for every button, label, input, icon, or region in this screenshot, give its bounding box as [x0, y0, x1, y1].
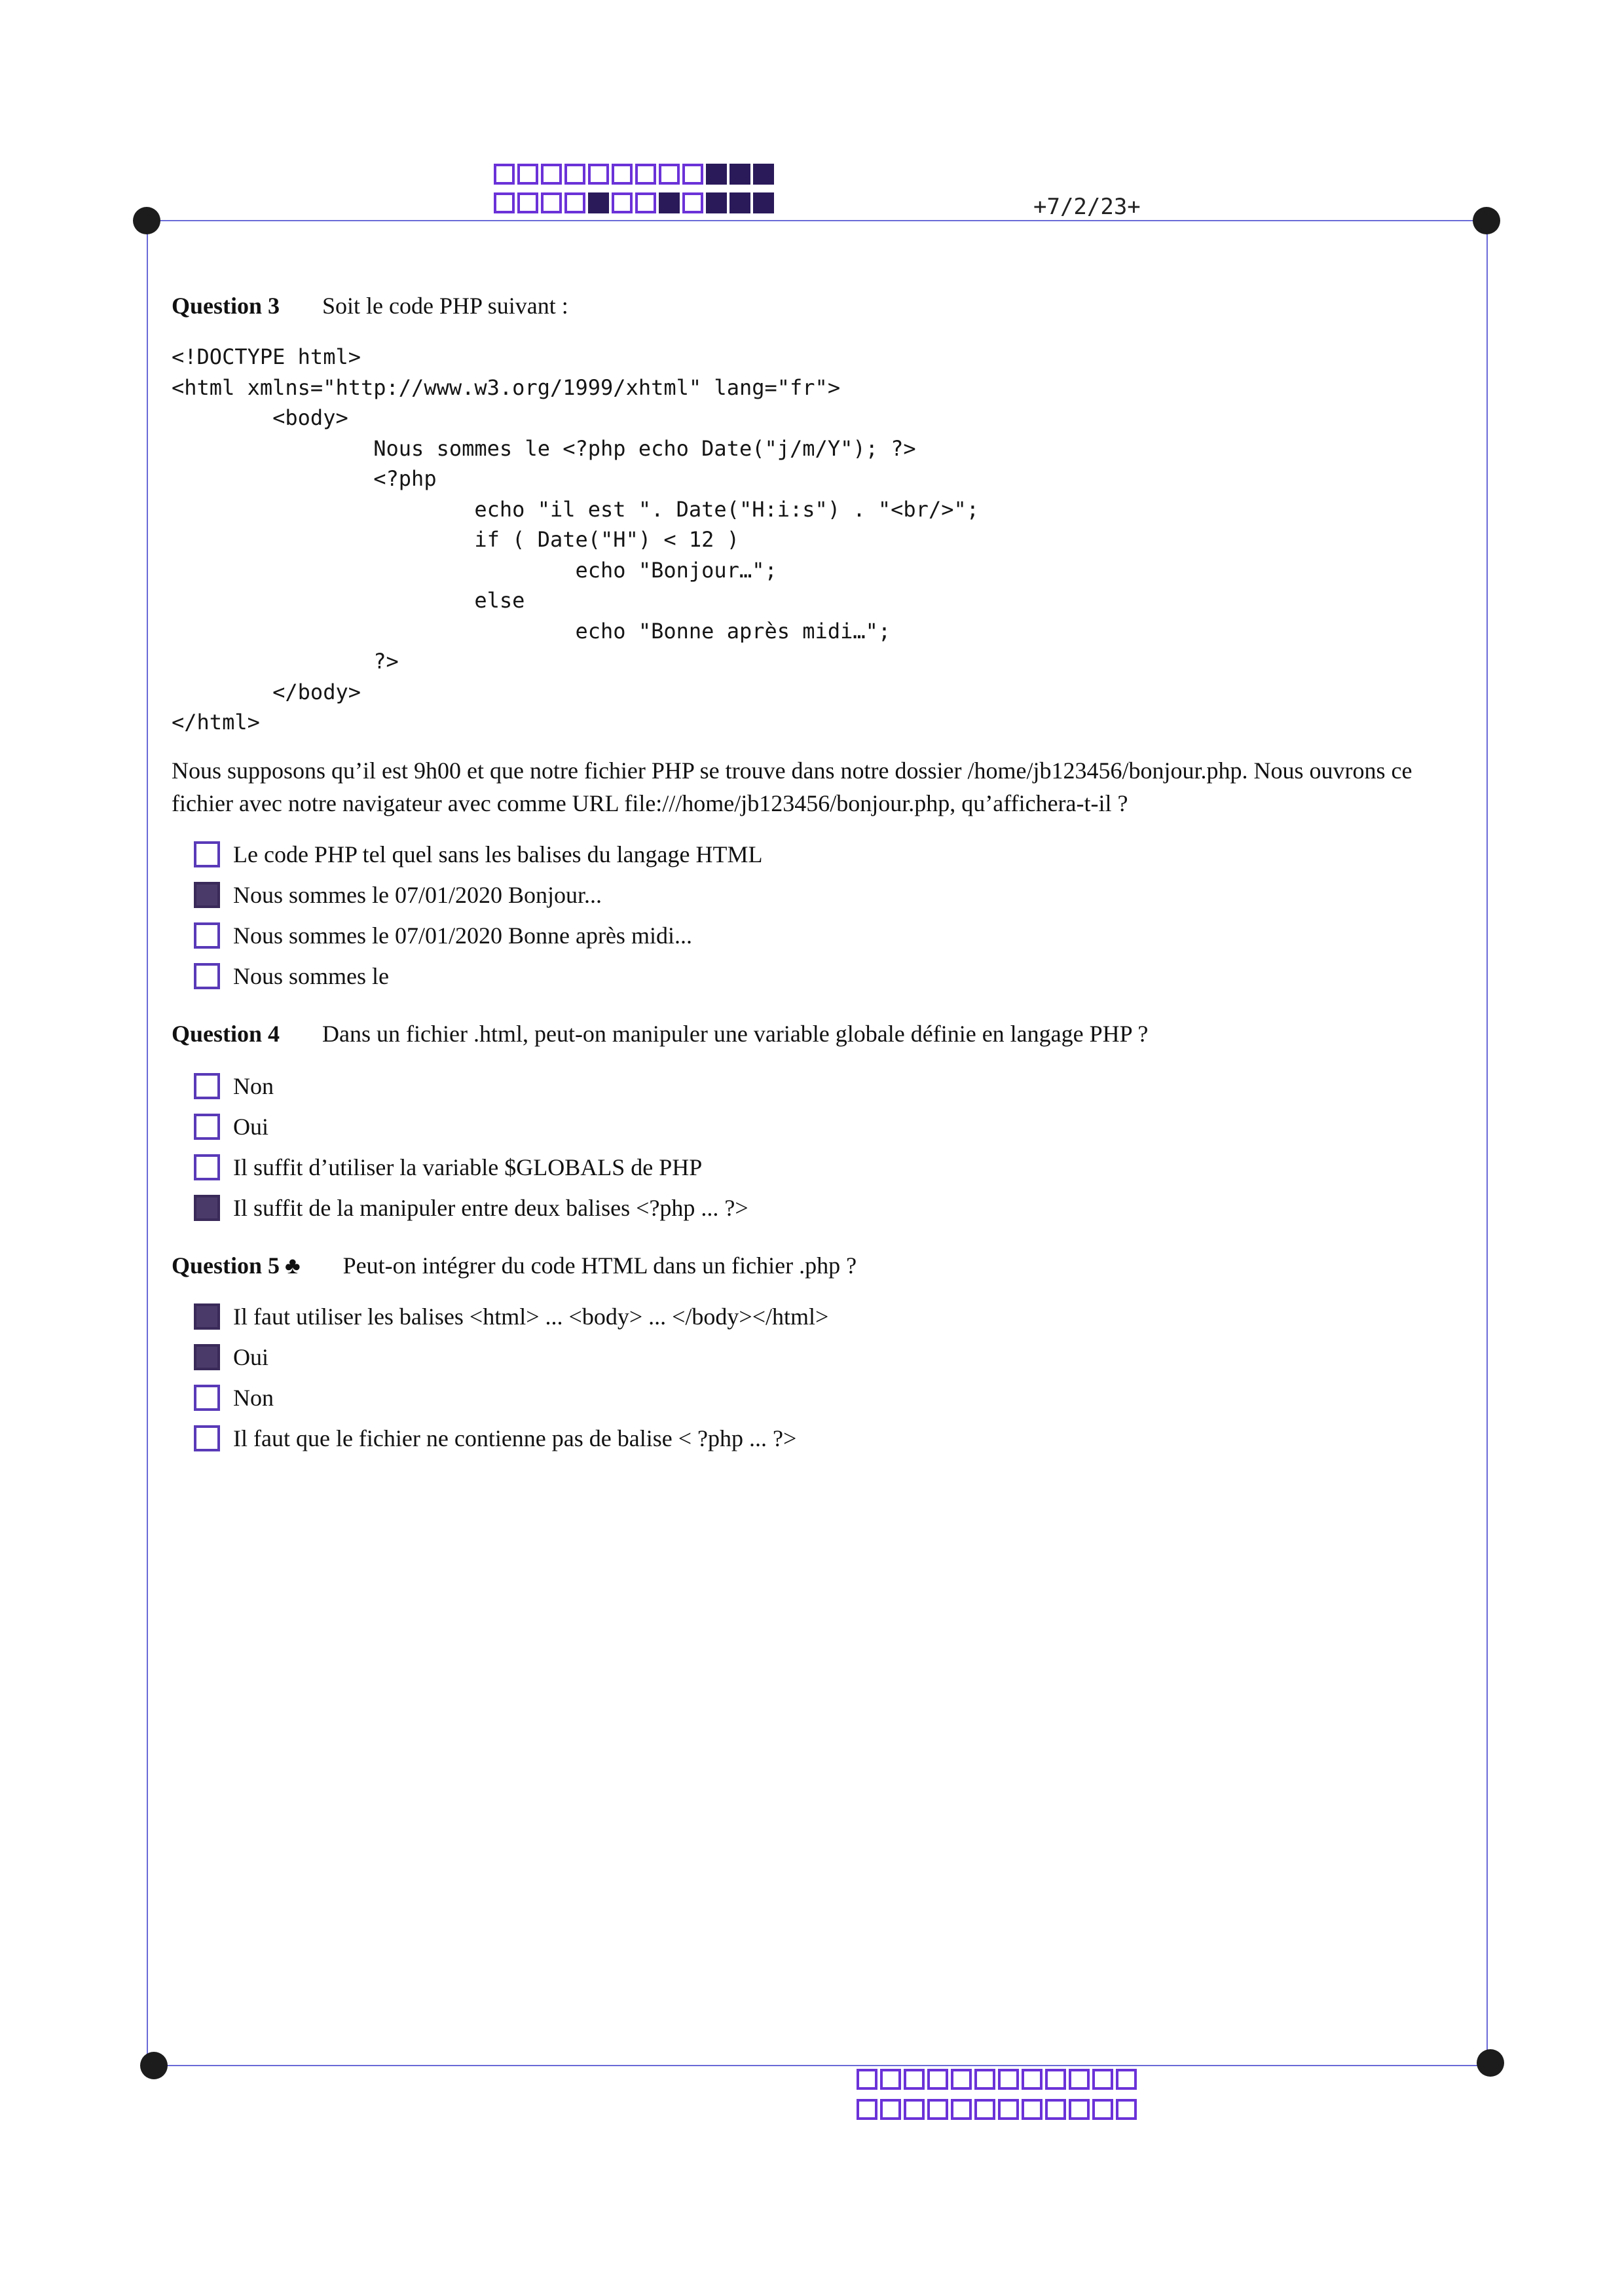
code-cell: [857, 2099, 877, 2120]
answer-checkbox[interactable]: [194, 1303, 220, 1330]
code-cell: [1069, 2069, 1090, 2090]
answer-label: Il suffit de la manipuler entre deux balises <?php ... ?>: [233, 1195, 748, 1221]
code-cell: [517, 164, 538, 185]
answer-checkbox[interactable]: [194, 922, 220, 949]
code-cell: [588, 164, 609, 185]
code-cell: [974, 2069, 995, 2090]
code-cell: [729, 164, 750, 185]
corner-marker-bottom-right: [1477, 2049, 1504, 2077]
code-cell: [682, 164, 703, 185]
question-4-label: Question 4: [172, 1021, 280, 1047]
club-icon: ♣: [285, 1252, 301, 1279]
answer-label: Nous sommes le 07/01/2020 Bonjour...: [233, 882, 602, 908]
code-cell: [1022, 2099, 1043, 2120]
code-cell: [753, 164, 774, 185]
question-5-text: Peut-on intégrer du code HTML dans un fichier .php ?: [342, 1252, 857, 1279]
answer-checkbox[interactable]: [194, 1425, 220, 1451]
code-cell: [541, 164, 562, 185]
answer-checkbox[interactable]: [194, 1385, 220, 1411]
code-cell: [904, 2069, 925, 2090]
code-cell: [927, 2069, 948, 2090]
code-cell: [1116, 2069, 1137, 2090]
answer-label: Il faut utiliser les balises <html> ... <body> ... </body></html>: [233, 1303, 829, 1330]
question-5-header: [172, 1252, 857, 1279]
code-cell: [635, 164, 656, 185]
answer-checkbox[interactable]: [194, 1154, 220, 1180]
top-code-bar-1: [494, 164, 777, 185]
code-cell: [974, 2099, 995, 2120]
answer-item[interactable]: [194, 1423, 796, 1453]
answer-checkbox[interactable]: [194, 1114, 220, 1140]
code-cell: [1045, 2069, 1066, 2090]
code-cell: [1069, 2099, 1090, 2120]
answer-label: Nous sommes le 07/01/2020 Bonne après midi...: [233, 922, 692, 949]
answer-item[interactable]: [194, 1112, 268, 1142]
code-cell: [494, 192, 515, 213]
code-cell: [564, 192, 585, 213]
code-cell: [1045, 2099, 1066, 2120]
code-cell: [1116, 2099, 1137, 2120]
code-cell: [998, 2099, 1019, 2120]
question-5-label: Question 5 ♣: [172, 1252, 301, 1279]
code-cell: [706, 164, 727, 185]
answer-item[interactable]: [194, 1152, 702, 1182]
code-cell: [494, 164, 515, 185]
answer-checkbox[interactable]: [194, 963, 220, 989]
answer-item[interactable]: [194, 880, 602, 910]
answer-item[interactable]: [194, 1302, 828, 1332]
code-cell: [857, 2069, 877, 2090]
code-cell: [706, 192, 727, 213]
answer-checkbox[interactable]: [194, 841, 220, 867]
answer-checkbox[interactable]: [194, 882, 220, 908]
code-cell: [927, 2099, 948, 2120]
code-cell: [612, 164, 633, 185]
code-cell: [517, 192, 538, 213]
question-4-text: Dans un fichier .html, peut-on manipuler une variable globale définie en langage PHP ?: [322, 1021, 1149, 1047]
code-cell: [541, 192, 562, 213]
bottom-code-bar-2: [857, 2099, 1139, 2120]
code-cell: [904, 2099, 925, 2120]
code-cell: [998, 2069, 1019, 2090]
answer-checkbox[interactable]: [194, 1073, 220, 1099]
code-cell: [880, 2099, 901, 2120]
answer-label: Il suffit d’utiliser la variable $GLOBALS de PHP: [233, 1154, 703, 1180]
code-cell: [588, 192, 609, 213]
top-code-bar-2: [494, 192, 777, 213]
code-cell: [1092, 2099, 1113, 2120]
question-3-header: [172, 292, 568, 319]
bottom-code-bar-1: [857, 2069, 1139, 2090]
answer-label: Nous sommes le: [233, 963, 389, 989]
code-cell: [951, 2069, 972, 2090]
answer-item[interactable]: [194, 920, 692, 951]
code-cell: [753, 192, 774, 213]
answer-label: Non: [233, 1385, 274, 1411]
code-cell: [1092, 2069, 1113, 2090]
answer-label: Oui: [233, 1344, 268, 1370]
php-code-block: <!DOCTYPE html> <html xmlns="http://www.w3.org/1999/xhtml" lang="fr"> <body> Nous sommes le <?php echo Date("j/m/Y"); ?> <?php echo "il est ". Date("H:i:s") . "<br/>"; if ( Date("H") < 12 ) echo "Bonjour…"; else echo "Bonne après midi…"; ?> </body> </html>: [172, 344, 979, 735]
answer-checkbox[interactable]: [194, 1195, 220, 1221]
answer-label: Non: [233, 1073, 274, 1099]
answer-item[interactable]: [194, 1342, 268, 1372]
code-cell: [564, 164, 585, 185]
answer-item[interactable]: [194, 1193, 748, 1223]
code-cell: [659, 192, 680, 213]
code-cell: [729, 192, 750, 213]
answer-label: Il faut que le fichier ne contienne pas de balise < ?php ... ?>: [233, 1425, 797, 1451]
question-3-label: Question 3: [172, 293, 280, 319]
code-cell: [659, 164, 680, 185]
code-cell: [1022, 2069, 1043, 2090]
page-identifier: +7/2/23+: [1033, 194, 1141, 220]
answer-item[interactable]: [194, 1071, 274, 1101]
answer-item[interactable]: [194, 839, 763, 869]
code-cell: [635, 192, 656, 213]
code-cell: [880, 2069, 901, 2090]
answer-item[interactable]: [194, 961, 389, 991]
code-cell: [951, 2099, 972, 2120]
answer-label: Le code PHP tel quel sans les balises du langage HTML: [233, 841, 763, 867]
code-cell: [682, 192, 703, 213]
question-4-header: [172, 1020, 1148, 1048]
corner-marker-bottom-left: [140, 2052, 168, 2079]
code-cell: [612, 192, 633, 213]
question-3-paragraph: Nous supposons qu’il est 9h00 et que notre fichier PHP se trouve dans notre dossier /home/jb123456/bonjour.php. Nous ouvrons ce fichier avec notre navigateur avec comme URL file:///home/jb123456/bonjour.php, qu’affichera-t-il ?: [172, 757, 1412, 816]
answer-checkbox[interactable]: [194, 1344, 220, 1370]
answer-label: Oui: [233, 1114, 268, 1140]
corner-marker-top-right: [1473, 207, 1500, 234]
answer-item[interactable]: [194, 1383, 274, 1413]
corner-marker-top-left: [133, 207, 160, 234]
question-3-text: Soit le code PHP suivant :: [322, 293, 568, 319]
